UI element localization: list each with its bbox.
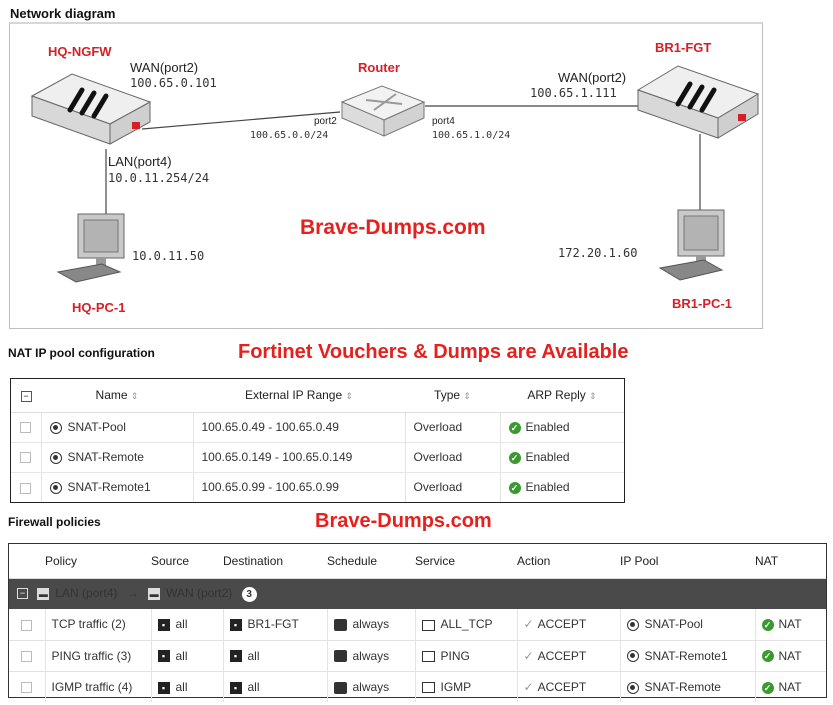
banner-text: Fortinet Vouchers & Dumps are Available xyxy=(238,341,629,363)
check-circle-icon: ✓ xyxy=(762,619,774,631)
table-row[interactable]: IGMP traffic (4) ▪ all ▪ all always IGMP ✓ ACCEPT SNAT-Remote ✓ NAT xyxy=(9,671,826,702)
col-action[interactable]: Action xyxy=(517,544,620,578)
table-row[interactable]: SNAT-Pool 100.65.0.49 - 100.65.0.49 Overload ✓ Enabled xyxy=(11,412,624,442)
br-wan-label: WAN(port2) xyxy=(558,70,627,85)
schedule-icon xyxy=(334,650,347,662)
br-pc-name: BR1-PC-1 xyxy=(672,296,732,311)
sort-icon[interactable]: ⇕ xyxy=(345,391,354,402)
schedule-icon xyxy=(334,619,347,631)
col-destination[interactable]: Destination xyxy=(223,544,327,578)
ip-pool-icon xyxy=(50,422,62,434)
interface-icon: ▬ xyxy=(38,588,48,599)
sort-icon[interactable]: ⇕ xyxy=(589,391,597,402)
col-type[interactable]: Type ⇕ xyxy=(405,379,500,412)
firewall-title: Firewall policies xyxy=(8,515,101,529)
col-source[interactable]: Source xyxy=(151,544,223,578)
check-circle-icon: ✓ xyxy=(509,482,521,494)
address-icon: ▪ xyxy=(230,682,242,694)
col-arp[interactable]: ARP Reply ⇕ xyxy=(500,379,624,412)
router-port-left: port2 xyxy=(314,116,337,127)
ip-pool-icon xyxy=(50,482,62,494)
hq-lan-ip: 10.0.11.254/24 xyxy=(108,171,210,185)
br-firewall-icon xyxy=(638,66,758,138)
row-checkbox[interactable] xyxy=(20,483,31,494)
select-all-cell[interactable] xyxy=(11,379,41,412)
address-icon: ▪ xyxy=(230,650,242,662)
nat-pool-title: NAT IP pool configuration xyxy=(8,346,155,360)
col-policy[interactable]: Policy xyxy=(45,544,151,578)
table-row[interactable]: PING traffic (3) ▪ all ▪ all always PING ✓ ACCEPT SNAT-Remote1 ✓ NAT xyxy=(9,640,826,671)
br-wan-ip: 100.65.1.111 xyxy=(530,86,617,100)
service-icon xyxy=(422,620,435,631)
count-badge: 3 xyxy=(242,587,257,602)
row-checkbox[interactable] xyxy=(20,452,31,463)
check-circle-icon: ✓ xyxy=(762,682,774,694)
address-icon: ▪ xyxy=(230,619,242,631)
schedule-icon xyxy=(334,682,347,694)
router-port-right: port4 xyxy=(432,116,455,127)
address-icon: ▪ xyxy=(158,682,170,694)
table-row[interactable]: SNAT-Remote 100.65.0.149 - 100.65.0.149 Overload ✓ Enabled xyxy=(11,442,624,472)
hq-lan-label: LAN(port4) xyxy=(108,154,172,169)
col-nat[interactable]: NAT xyxy=(755,544,826,578)
hq-wan-label: WAN(port2) xyxy=(130,60,199,75)
check-circle-icon: ✓ xyxy=(509,422,521,434)
br-pc-icon xyxy=(660,210,724,280)
ip-pool-icon xyxy=(50,452,62,464)
diagram-title: Network diagram xyxy=(10,6,116,21)
hq-pc-ip: 10.0.11.50 xyxy=(132,249,205,263)
nat-pool-table xyxy=(10,378,625,503)
checkmark-icon: ✓ xyxy=(523,679,534,694)
network-diagram xyxy=(9,22,763,329)
hq-device-name: HQ-NGFW xyxy=(48,44,112,59)
router-icon xyxy=(342,86,424,136)
col-schedule[interactable]: Schedule xyxy=(327,544,415,578)
router-name: Router xyxy=(358,60,400,75)
interface-icon: ▬ xyxy=(149,588,159,599)
check-circle-icon: ✓ xyxy=(509,452,521,464)
address-icon: ▪ xyxy=(158,650,170,662)
hq-pc-icon xyxy=(58,214,124,282)
watermark-diagram: Brave-Dumps.com xyxy=(300,216,486,239)
collapse-group-icon[interactable]: − xyxy=(17,588,28,599)
firewall-policy-table xyxy=(8,543,827,698)
row-checkbox[interactable] xyxy=(20,422,31,433)
row-checkbox[interactable] xyxy=(21,651,32,662)
check-circle-icon: ✓ xyxy=(762,650,774,662)
service-icon xyxy=(422,651,435,662)
router-net-left: 100.65.0.0/24 xyxy=(250,130,329,141)
hq-pc-name: HQ-PC-1 xyxy=(72,300,126,315)
checkmark-icon: ✓ xyxy=(523,648,534,663)
policy-group-row[interactable]: − ▬ LAN (port4) → ▬ WAN (port2) 3 xyxy=(9,578,826,609)
br-pc-ip: 172.20.1.60 xyxy=(558,246,638,260)
hq-wan-ip: 100.65.0.101 xyxy=(130,76,217,90)
col-range[interactable]: External IP Range ⇕ xyxy=(193,379,405,412)
col-name[interactable]: Name ⇕ xyxy=(41,379,193,412)
service-icon xyxy=(422,682,435,693)
ip-pool-icon xyxy=(627,619,639,631)
ip-pool-icon xyxy=(627,682,639,694)
router-net-right: 100.65.1.0/24 xyxy=(432,130,511,141)
checkmark-icon: ✓ xyxy=(523,617,534,632)
table-row[interactable]: SNAT-Remote1 100.65.0.99 - 100.65.0.99 Overload ✓ Enabled xyxy=(11,472,624,502)
ip-pool-icon xyxy=(627,650,639,662)
sort-icon[interactable]: ⇕ xyxy=(463,391,471,402)
sort-icon[interactable]: ⇕ xyxy=(130,391,139,402)
row-checkbox[interactable] xyxy=(21,682,32,693)
collapse-toggle-icon[interactable]: − xyxy=(21,391,32,402)
col-service[interactable]: Service xyxy=(415,544,517,578)
br-device-name: BR1-FGT xyxy=(655,40,712,55)
row-checkbox[interactable] xyxy=(21,620,32,631)
table-row[interactable]: TCP traffic (2) ▪ all ▪ BR1-FGT always ALL_TCP ✓ ACCEPT SNAT-Pool ✓ NAT xyxy=(9,609,826,640)
watermark-firewall: Brave-Dumps.com xyxy=(315,510,492,532)
col-ip-pool[interactable]: IP Pool xyxy=(620,544,755,578)
address-icon: ▪ xyxy=(158,619,170,631)
